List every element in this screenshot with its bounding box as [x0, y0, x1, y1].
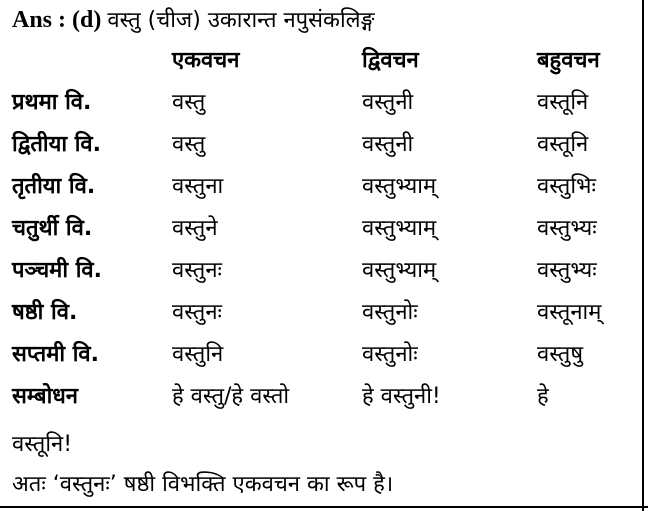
answer-title: वस्तु (चीज) उकारान्त नपुसंकलिङ्ग — [107, 8, 375, 33]
header-plural: बहुवचन — [537, 48, 600, 73]
plural-form: वस्तुषु — [537, 342, 584, 367]
table-row — [12, 332, 647, 374]
plural-form: वस्तूनि — [537, 132, 589, 157]
table-row — [12, 80, 647, 122]
plural-form: वस्तुभ्यः — [537, 258, 597, 283]
singular-form: हे वस्तु/हे वस्तो — [172, 384, 290, 409]
singular-form: वस्तु — [172, 90, 206, 115]
table-row — [12, 374, 647, 416]
case-name: द्वितीया वि. — [12, 132, 101, 157]
plural-form: वस्तूनाम् — [537, 300, 602, 325]
dual-form: वस्तुभ्याम् — [362, 258, 437, 283]
dual-form: वस्तुनी — [362, 90, 414, 115]
case-name: षष्ठी वि. — [12, 300, 78, 325]
singular-form: वस्तु — [172, 132, 206, 157]
singular-form: वस्तुनः — [172, 300, 222, 325]
header-dual: द्विवचन — [362, 48, 419, 73]
table-row — [12, 164, 647, 206]
answer-heading — [12, 4, 375, 34]
case-name: सम्बोधन — [12, 384, 79, 409]
singular-form: वस्तुना — [172, 174, 224, 199]
header-singular: एकवचन — [172, 48, 240, 73]
vocative-plural-continuation: वस्तूनि! — [12, 432, 73, 457]
case-name: चतुर्थी वि. — [12, 216, 93, 241]
header-case — [12, 38, 172, 80]
case-name: तृतीया वि. — [12, 174, 96, 199]
conclusion-note: अतः ‘वस्तुनः’ षष्ठी विभक्ति एकवचन का रूप है। — [12, 472, 394, 497]
case-name: पञ्चमी वि. — [12, 258, 102, 283]
dual-form: हे वस्तुनी! — [362, 384, 441, 409]
table-row — [12, 122, 647, 164]
dual-form: वस्तुभ्याम् — [362, 216, 437, 241]
answer-label: Ans : (d) — [12, 7, 102, 33]
plural-form: हे — [537, 384, 549, 409]
declension-table — [12, 38, 647, 416]
table-row — [12, 290, 647, 332]
page-border-bottom — [0, 506, 648, 508]
dual-form: वस्तुभ्याम् — [362, 174, 437, 199]
dual-form: वस्तुनी — [362, 132, 414, 157]
singular-form: वस्तुने — [172, 216, 218, 241]
singular-form: वस्तुनि — [172, 342, 224, 367]
header-row — [12, 38, 647, 80]
dual-form: वस्तुनोः — [362, 300, 418, 325]
case-name: सप्तमी वि. — [12, 342, 99, 367]
singular-form: वस्तुनः — [172, 258, 222, 283]
plural-form: वस्तुभ्यः — [537, 216, 597, 241]
case-name: प्रथमा वि. — [12, 90, 92, 115]
plural-form: वस्तुभिः — [537, 174, 596, 199]
plural-form: वस्तूनि — [537, 90, 589, 115]
table-row — [12, 248, 647, 290]
table-row — [12, 206, 647, 248]
dual-form: वस्तुनोः — [362, 342, 418, 367]
